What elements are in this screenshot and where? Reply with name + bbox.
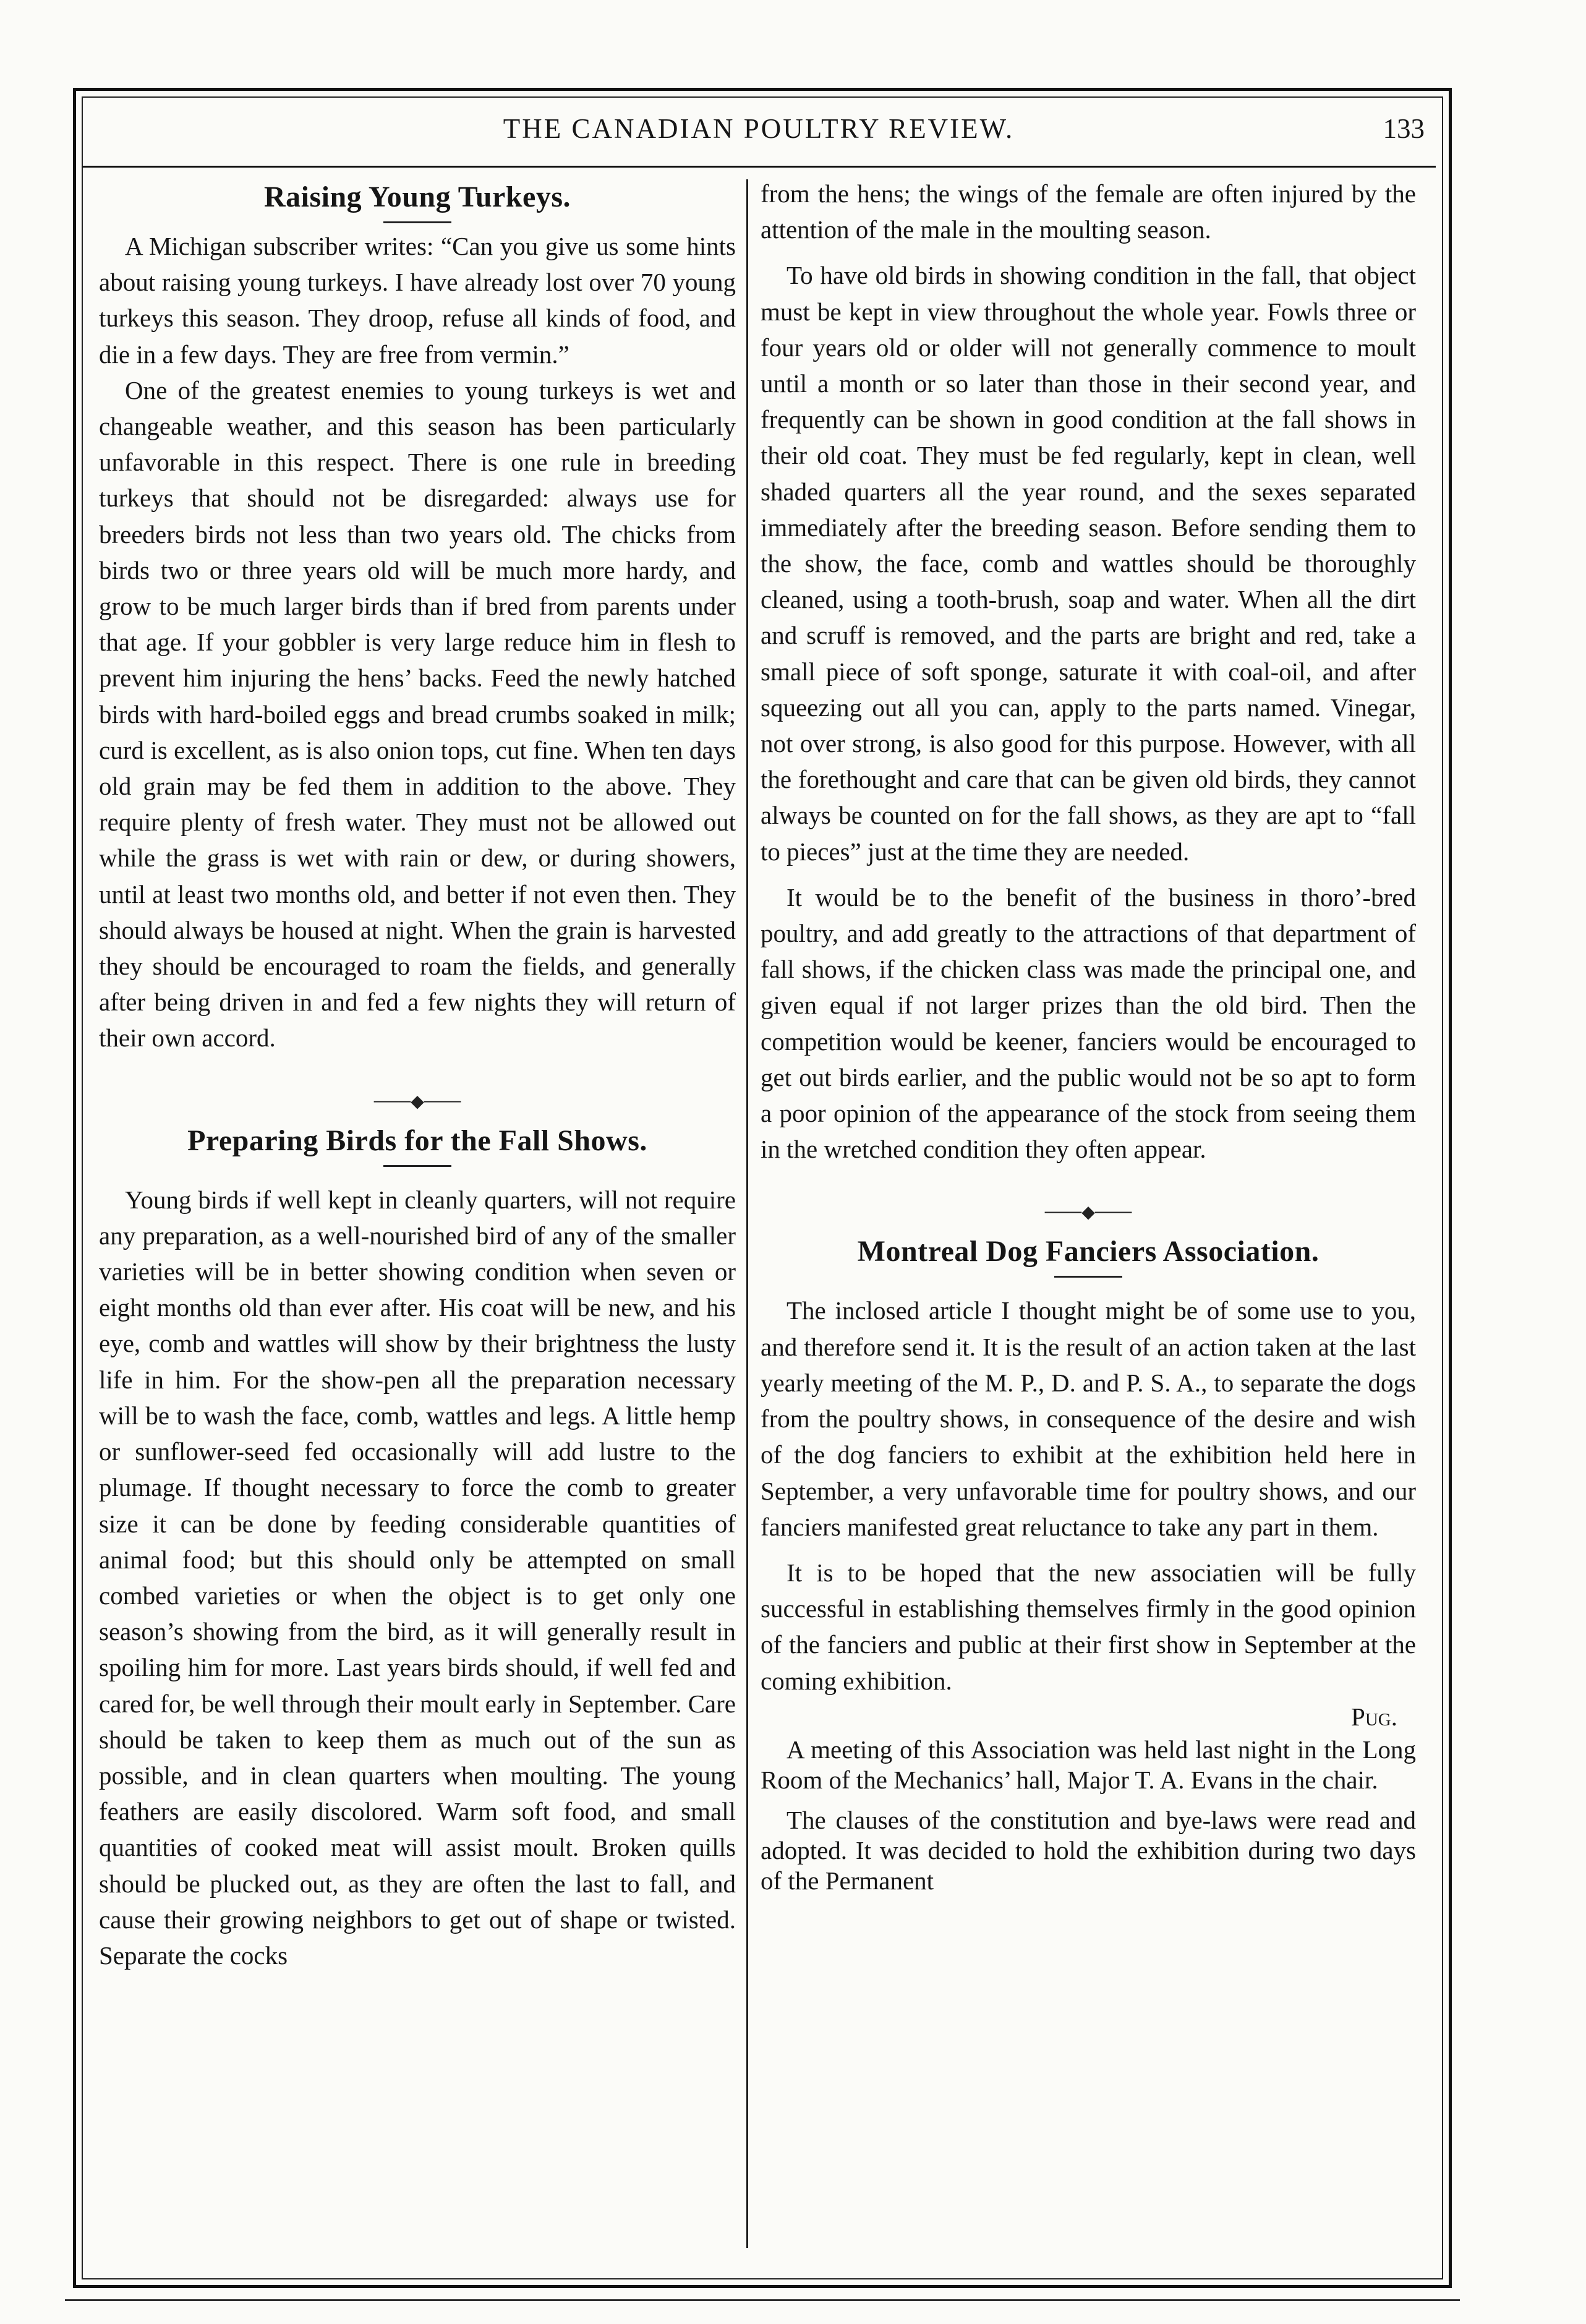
- paragraph: A meeting of this Association was held last night in the Long Room of the Mechanics’ hall, Major T. A. Evans in the chair.: [761, 1735, 1416, 1794]
- paragraph: A Michigan subscriber writes: “Can you give us some hints about raising young turkeys. I have already lost over 70 young turkeys this season. They droop, refuse all kinds of food, and die in a few days. They are free from vermin.”: [99, 232, 736, 369]
- running-head: THE CANADIAN POULTRY REVIEW.: [503, 113, 1015, 144]
- article-title-raising-young-turkeys: Raising Young Turkeys.: [263, 181, 571, 213]
- title-rule: [383, 1165, 451, 1167]
- section-ornament: ───◆───: [373, 1092, 461, 1111]
- article-title-preparing-birds: Preparing Birds for the Fall Shows.: [187, 1124, 647, 1157]
- column-divider: [746, 179, 748, 2248]
- article-title-montreal-dog-fanciers: Montreal Dog Fanciers Association.: [857, 1235, 1320, 1268]
- paragraph: from the hens; the wings of the female are often injured by the attention of the male in the moulting season.: [761, 179, 1416, 244]
- left-column: [99, 176, 736, 2235]
- paragraph: It is to be hoped that the new associatien will be fully successful in establishing themselves firmly in the good opinion of the fanciers and public at their first show in September at the coming exhibition.: [761, 1558, 1416, 1695]
- paragraph: The clauses of the constitution and bye-laws were read and adopted. It was decided to hold the exhibition during two days of the Permanent: [761, 1805, 1416, 1895]
- paragraph: It would be to the benefit of the business in thoro’-bred poultry, and add greatly to the attractions of that department of fall shows, if the chicken class was made the principal one, and given equal if not larger prizes than the old bird. Then the competition would be keener, fanciers would be encouraged to get out birds earlier, and the public would not be so apt to form a poor opinion of the appearance of the stock from seeing them in the wretched condition they often appear.: [761, 882, 1416, 1164]
- paragraph: Young birds if well kept in cleanly quarters, will not require any preparation, as a well-nourished bird of any of the smaller varieties will be in better showing condition when seven or eight months old than ever after. His coat will be new, and his eye, comb and wattles will show by their brightness the lusty life in him. For the show-pen all the preparation necessary will be to wash the face, comb, wattles and legs. A little hemp or sunflower-seed fed occasionally will add lustre to the plumage. If thought necessary to force the comb to greater size it can be done by feeding considerable quantities of animal food; but this should only be attempted on small combed varieties or when the object is to get only one season’s showing from the bird, as it will generally result in spoiling him for more. Last years birds should, if well fed and cared for, be well through their moult early in September. Care should be taken to keep them as much out of the sun as possible, and in clean quarters when moulting. The young feathers are easily discolored. Warm soft food, and small quantities of cooked meat will assist moult. Broken quills should be plucked out, as they are often the last to fall, and cause their growing neighbors to get out of shape or twisted. Separate the cocks: [99, 1185, 736, 1970]
- header-rule: [82, 166, 1436, 168]
- paragraph: One of the greatest enemies to young turkeys is wet and changeable weather, and this season has been particularly unfavorable in this respect. There is one rule in breeding turkeys that should not be disregarded: always use for breeders birds not less than two years old. The chicks from birds two or three years old will be much more hardy, and grow to be much larger birds than if bred from parents under that age. If your gobbler is very large reduce him in flesh to prevent him injuring the hens’ backs. Feed the newly hatched birds with hard-boiled eggs and bread crumbs soaked in milk; curd is excellent, as is also onion tops, cut fine. When ten days old grain may be fed them in addition to the above. They require plenty of fresh water. They must not be allowed out while the grass is wet with rain or dew, or during showers, until at least two months old, and better if not even then. They should always be housed at night. When the grain is harvested they should be encouraged to roam the fields, and generally after being driven in and fed a few nights they will return of their own accord.: [99, 375, 736, 1053]
- section-ornament: ───◆───: [1044, 1203, 1132, 1223]
- signature: Pug.: [1351, 1702, 1397, 1731]
- paragraph: To have old birds in showing condition in the fall, that object must be kept in view throughout the whole year. Fowls three or four years old or older will not generally commence to moult until a month or so later than those in their second year, and frequently can be shown in good condition at the fall shows in their old coat. They must be fed regularly, kept in clean, well shaded quarters all the year round, and the sexes separated immediately after the breeding season. Before sending them to the show, the face, comb and wattles should be thoroughly cleaned, using a tooth-brush, soap and water. When all the dirt and scruff is removed, and the parts are bright and red, take a small piece of soft sponge, saturate it with coal-oil, and after squeezing out all you can, apply to the parts named. Vinegar, not over strong, is also good for this purpose. However, with all the forethought and care that can be given old birds, they cannot always be counted on for the fall shows, as they are apt to “fall to pieces” just at the time they are needed.: [761, 261, 1416, 866]
- page-header: [82, 99, 1436, 156]
- right-column: [761, 176, 1416, 2235]
- page-number: 133: [1383, 113, 1425, 144]
- paragraph: The inclosed article I thought might be of some use to you, and therefore send it. It is the result of an action taken at the last yearly meeting of the M. P., D. and P. S. A., to separate the dogs from the poultry shows, in consequence of the desire and wish of the dog fanciers to exhibit at the exhibition held here in September, a very unfavorable time for poultry shows, and our fanciers manifested great reluctance to take any part in them.: [761, 1296, 1416, 1541]
- title-rule: [1054, 1276, 1122, 1278]
- title-rule: [383, 221, 451, 223]
